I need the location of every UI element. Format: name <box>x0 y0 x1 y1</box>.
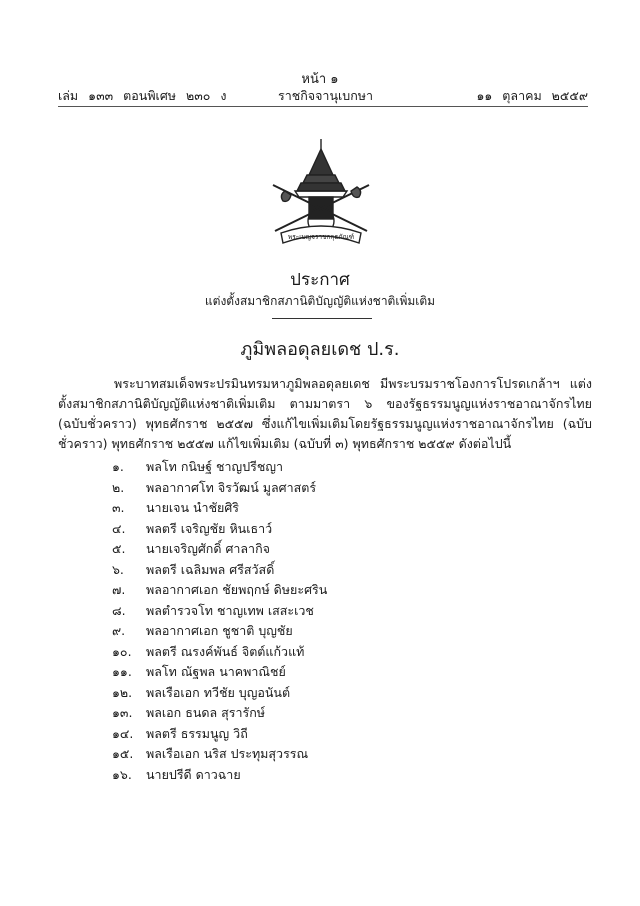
member-name: พลตรี ธรรมนูญ วิถี <box>146 725 248 741</box>
announcement-subtitle: แต่งตั้งสมาชิกสภานิติบัญญัติแห่งชาติเพิ่มเติม <box>204 294 436 308</box>
royal-emblem-icon <box>271 135 371 255</box>
list-item: ๔. พลตรี เจริญชัย หินเธาว์ <box>112 519 327 540</box>
member-name: นายเจริญศักดิ์ ศาลากิจ <box>146 541 270 556</box>
publication-name: ราชกิจจานุเบกษา <box>278 88 374 103</box>
member-name: พลอากาศเอก ชัยพฤกษ์ ดิษยะศริน <box>146 582 328 597</box>
list-item: ๑๕. พลเรือเอก นริส ประทุมสุวรรณ <box>112 744 327 765</box>
announcement-title: ประกาศ <box>290 270 350 290</box>
list-item: ๕. นายเจริญศักดิ์ ศาลากิจ <box>112 539 327 560</box>
list-item: ๑๔. พลตรี ธรรมนูญ วิถี <box>112 724 327 745</box>
list-item: ๑๖. นายปรีดี ดาวฉาย <box>112 765 327 786</box>
list-item: ๖. พลตรี เฉลิมพล ศรีสวัสดิ์ <box>112 560 327 581</box>
list-item: ๒. พลอากาศโท จิรวัฒน์ มูลศาสตร์ <box>112 478 327 499</box>
body-paragraph: พระบาทสมเด็จพระปรมินทรมหาภูมิพลอดุลยเดช มีพระบรมราชโองการโปรดเกล้าฯ แต่งตั้งสมาชิกสภานิติบัญญัติแห่งชาติเพิ่มเติม ตามมาตรา ๖ ของรัฐธรรมนูญแห่งราชอาณาจักรไทย (ฉบับชั่วคราว) พุทธศักราช ๒๕๕๗ ซึ่งแก้ไขเพิ่มเติมโดยรัฐธรรมนูญแห่งราชอาณาจักรไทย (ฉบับชั่วคราว) พุทธศักราช ๒๕๕๗ แก้ไขเพิ่มเติม (ฉบับที่ ๓) พุทธศักราช ๒๕๕๙ ดังต่อไปนี้ <box>58 376 592 451</box>
member-name: พลโท กนิษฐ์ ชาญปรีชญา <box>146 459 284 474</box>
header-divider <box>58 106 588 107</box>
page-number: หน้า ๑ <box>301 72 339 87</box>
list-item: ๗. พลอากาศเอก ชัยพฤกษ์ ดิษยะศริน <box>112 580 327 601</box>
member-name: พลอากาศเอก ชูชาติ บุญชัย <box>146 623 293 638</box>
member-name: พลเรือเอก ทวีชัย บุญอนันต์ <box>146 684 291 700</box>
list-item: ๑. พลโท กนิษฐ์ ชาญปรีชญา <box>112 457 327 478</box>
member-name: นายเจน นำชัยศิริ <box>146 500 240 515</box>
member-name: พลเอก ธนดล สุรารักษ์ <box>146 705 266 720</box>
list-item: ๑๒. พลเรือเอก ทวีชัย บุญอนันต์ <box>112 683 327 704</box>
list-item: ๑๑. พลโท ณัฐพล นาคพาณิชย์ <box>112 662 327 683</box>
list-item: ๙. พลอากาศเอก ชูชาติ บุญชัย <box>112 621 327 642</box>
member-name: นายปรีดี ดาวฉาย <box>146 766 241 782</box>
list-item: ๘. พลตำรวจโท ชาญเทพ เสสะเวช <box>112 601 327 622</box>
list-item: ๑๐. พลตรี ณรงค์พันธ์ จิตต์แก้วแท้ <box>112 642 327 663</box>
member-name: พลเรือเอก นริส ประทุมสุวรรณ <box>146 746 309 761</box>
member-name: พลตรี เฉลิมพล ศรีสวัสดิ์ <box>146 561 275 577</box>
member-name: พลตรี ณรงค์พันธ์ จิตต์แก้วแท้ <box>146 643 305 659</box>
royal-signatory: ภูมิพลอดุลยเดช ป.ร. <box>240 339 400 360</box>
title-divider <box>272 318 372 319</box>
list-item: ๑๓. พลเอก ธนดล สุรารักษ์ <box>112 703 327 724</box>
member-name: พลโท ณัฐพล นาคพาณิชย์ <box>146 664 286 679</box>
member-name: พลตรี เจริญชัย หินเธาว์ <box>146 520 273 536</box>
svg-text:พระเบญจราชกกุธภัณฑ์: พระเบญจราชกกุธภัณฑ์ <box>287 233 355 241</box>
announcement-body <box>58 374 592 454</box>
member-name: พลอากาศโท จิรวัฒน์ มูลศาสตร์ <box>146 479 317 495</box>
volume-issue: เล่ม ๑๓๓ ตอนพิเศษ ๒๓๐ ง <box>58 88 227 103</box>
member-list <box>112 457 327 785</box>
gazette-header <box>58 86 588 106</box>
list-item: ๓. นายเจน นำชัยศิริ <box>112 498 327 519</box>
publication-date: ๑๑ ตุลาคม ๒๕๕๙ <box>476 88 588 103</box>
member-name: พลตำรวจโท ชาญเทพ เสสะเวช <box>146 602 314 618</box>
